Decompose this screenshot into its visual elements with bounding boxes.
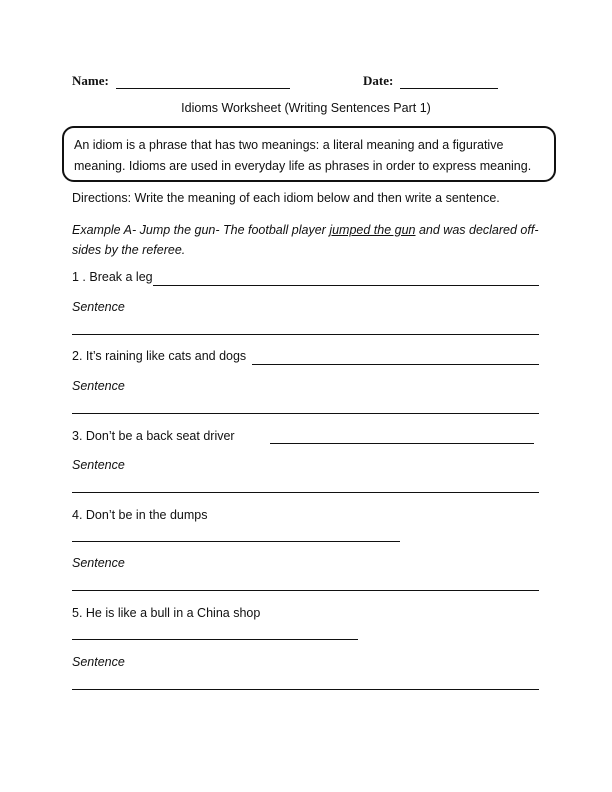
date-label: Date:: [363, 73, 394, 88]
item-label: 1 . Break a leg: [72, 270, 153, 284]
definition-box: [62, 126, 556, 182]
sentence-line[interactable]: [72, 492, 539, 493]
example-underlined: jumped the gun: [329, 223, 416, 237]
meaning-line[interactable]: [153, 285, 539, 286]
name-field[interactable]: [116, 88, 290, 89]
date-field[interactable]: [400, 88, 498, 89]
item-label: 3. Don’t be a back seat driver: [72, 429, 235, 443]
sentence-line[interactable]: [72, 689, 539, 690]
sentence-label: Sentence: [72, 458, 125, 472]
worksheet-title: Idioms Worksheet (Writing Sentences Part 1): [181, 101, 431, 115]
item-label: 4. Don’t be in the dumps: [72, 508, 208, 522]
sentence-line[interactable]: [72, 413, 539, 414]
sentence-line[interactable]: [72, 334, 539, 335]
example-text: [72, 220, 542, 260]
item-label: 2. It’s raining like cats and dogs: [72, 349, 247, 363]
example-suffix: and was declared off-sides by the referee.: [72, 223, 539, 257]
meaning-line[interactable]: [72, 541, 400, 542]
sentence-label: Sentence: [72, 655, 125, 669]
sentence-label: Sentence: [72, 556, 125, 570]
directions-text: Directions: Write the meaning of each idiom below and then write a sentence.: [72, 191, 500, 205]
item-label: 5. He is like a bull in a China shop: [72, 606, 261, 620]
sentence-label: Sentence: [72, 379, 125, 393]
example-prefix: Example A- Jump the gun- The football player: [72, 223, 330, 237]
meaning-line[interactable]: [252, 364, 539, 365]
name-label: Name:: [72, 73, 109, 88]
definition-text: An idiom is a phrase that has two meanings: a literal meaning and a figurative meaning. Idioms are used in everyday life as phrases in order to express meaning.: [74, 138, 532, 173]
sentence-label: Sentence: [72, 300, 125, 314]
meaning-line[interactable]: [72, 639, 358, 640]
meaning-line[interactable]: [270, 443, 534, 444]
sentence-line[interactable]: [72, 590, 539, 591]
